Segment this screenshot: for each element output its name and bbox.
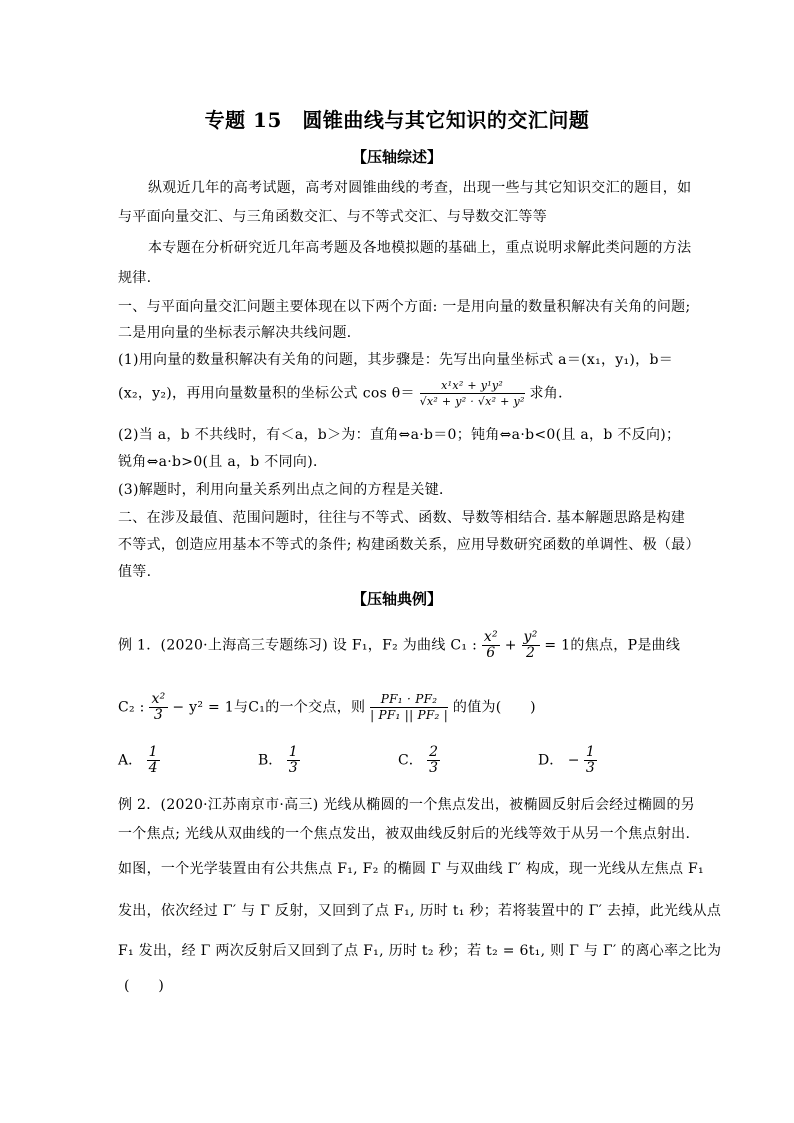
vector-ratio-numerator: PF₁ · PF₂: [370, 692, 448, 708]
example-2-line-4: 发出，依次经过 Γ′ 与 Γ 反射，又回到了点 F₁, 历时 t₁ 秒；若将装置中的 Γ′ 去掉，此光线从点: [118, 903, 722, 919]
vector-ratio-fraction: [370, 692, 448, 723]
example-1-line-2: [118, 692, 536, 723]
option-b: [258, 745, 300, 776]
cos-formula-prefix: (x₂，y₂)，再用向量数量积的坐标公式 cos θ＝: [118, 385, 415, 402]
option-b-numerator: 1: [288, 744, 298, 760]
example-2-answer-blank: ( ): [124, 978, 165, 994]
vector-section-line-2: 二是用向量的坐标表示解决共线问题．: [118, 325, 362, 341]
option-b-value: [287, 745, 300, 776]
step-2-line-1: (2)当 a，b 不共线时，有＜a，b＞为：直角⇔a·b＝0；钝角⇔a·b<0(且 a，b 不反向)；: [118, 427, 681, 443]
intro-paragraph-1-line-2: 与平面向量交汇、与三角函数交汇、与不等式交汇、与导数交汇等等: [118, 209, 547, 225]
section-heading-overview: 【压轴综述】: [351, 148, 442, 166]
hyperbola-x-numerator: x²: [151, 691, 166, 707]
option-c-denominator: 3: [429, 760, 439, 776]
option-c: [398, 745, 440, 776]
option-d-denominator: 3: [585, 760, 595, 776]
section-heading-examples: 【压轴典例】: [351, 590, 442, 608]
option-a-numerator: 1: [148, 744, 158, 760]
example-1-line-1-suffix: = 1的焦点，P是曲线: [544, 637, 681, 654]
option-a-label: A．: [118, 752, 143, 769]
range-section-line-3: 值等.: [118, 564, 152, 580]
option-a: [118, 745, 160, 776]
example-2-line-5: F₁ 发出，经 Γ 两次反射后又回到了点 F₁, 历时 t₂ 秒；若 t₂ = 6t₁, 则 Γ 与 Γ′ 的离心率之比为: [118, 943, 722, 959]
example-1-prefix: 例 1．(2020·上海高三专题练习) 设 F₁，F₂ 为曲线 C₁ :: [118, 637, 482, 654]
ellipse-y-term: [522, 630, 540, 661]
ellipse-x-denominator: 6: [486, 645, 496, 661]
hyperbola-x-term: [149, 692, 167, 723]
step-1-line-1: (1)用向量的数量积解决有关角的问题，其步骤是：先写出向量坐标式 a＝(x₁，y₁)，b＝: [118, 352, 674, 368]
ellipse-x-term: [482, 630, 500, 661]
intro-paragraph-1-line-1: 纵观近几年的高考试题，高考对圆锥曲线的考查，出现一些与其它知识交汇的题目，如: [148, 180, 692, 196]
step-3: (3)解题时，利用向量关系列出点之间的方程是关键．: [118, 482, 454, 498]
plus-sign: +: [504, 637, 522, 654]
hyperbola-x-denominator: 3: [153, 707, 164, 723]
vector-ratio-denominator: | PF₁ || PF₂ |: [370, 708, 449, 722]
option-d: [538, 745, 597, 776]
range-section-line-1: 二、在涉及最值、范围问题时，往往与不等式、函数、导数等相结合. 基本解题思路是构建: [118, 510, 686, 526]
example-2-line-2: 一个焦点; 光线从双曲线的一个焦点发出，被双曲线反射后的光线等效于从另一个焦点射出.: [118, 826, 691, 842]
intro-paragraph-2-line-2: 规律.: [118, 270, 152, 286]
option-d-sign: −: [567, 752, 580, 769]
vector-section-line-1: 一、与平面向量交汇问题主要体现在以下两个方面: 一是用向量的数量积解决有关角的问题;: [118, 299, 691, 315]
option-c-numerator: 2: [429, 744, 439, 760]
cos-formula-fraction: [420, 378, 525, 409]
option-b-denominator: 3: [288, 760, 298, 776]
option-c-label: C．: [398, 752, 423, 769]
option-a-denominator: 4: [148, 760, 158, 776]
option-c-value: [427, 745, 440, 776]
c2-label: C₂ :: [118, 699, 150, 716]
cos-formula-numerator: x¹x² + y¹y²: [420, 378, 525, 394]
step-2-line-2: 锐角⇔a·b>0(且 a，b 不同向)．: [118, 454, 328, 470]
example-1-line-2-suffix: 的值为( ): [452, 699, 536, 716]
ellipse-x-numerator: x²: [483, 629, 498, 645]
cos-formula-denominator: √x² + y² · √x² + y²: [419, 395, 525, 408]
step-1-line-2: [118, 378, 572, 409]
cos-formula-suffix: 求角．: [529, 385, 573, 402]
range-section-line-2: 不等式，创造应用基本不等式的条件; 构建函数关系，应用导数研究函数的单调性、极（最）: [118, 537, 700, 553]
page-title: 专题 15 圆锥曲线与其它知识的交汇问题: [204, 108, 590, 132]
example-2-line-1: 例 2．(2020·江苏南京市·高三) 光线从椭圆的一个焦点发出，被椭圆反射后会经过椭圆的另: [118, 797, 696, 813]
ellipse-y-denominator: 2: [525, 645, 536, 661]
intro-paragraph-2-line-1: 本专题在分析研究近几年高考题及各地模拟题的基础上，重点说明求解此类问题的方法: [148, 240, 692, 256]
example-2-line-3: 如图，一个光学装置由有公共焦点 F₁, F₂ 的椭圆 Γ 与双曲线 Γ′ 构成，现一光线从左焦点 F₁: [118, 861, 704, 877]
ellipse-y-numerator: y²: [523, 629, 538, 645]
option-b-label: B．: [258, 752, 283, 769]
example-1-line-1: [118, 630, 680, 661]
option-d-value: [584, 745, 597, 776]
option-d-label: D．: [538, 752, 564, 769]
option-d-numerator: 1: [585, 744, 595, 760]
option-a-value: [147, 745, 160, 776]
example-1-line-2-middle: − y² = 1与C₁的一个交点，则: [172, 699, 366, 716]
